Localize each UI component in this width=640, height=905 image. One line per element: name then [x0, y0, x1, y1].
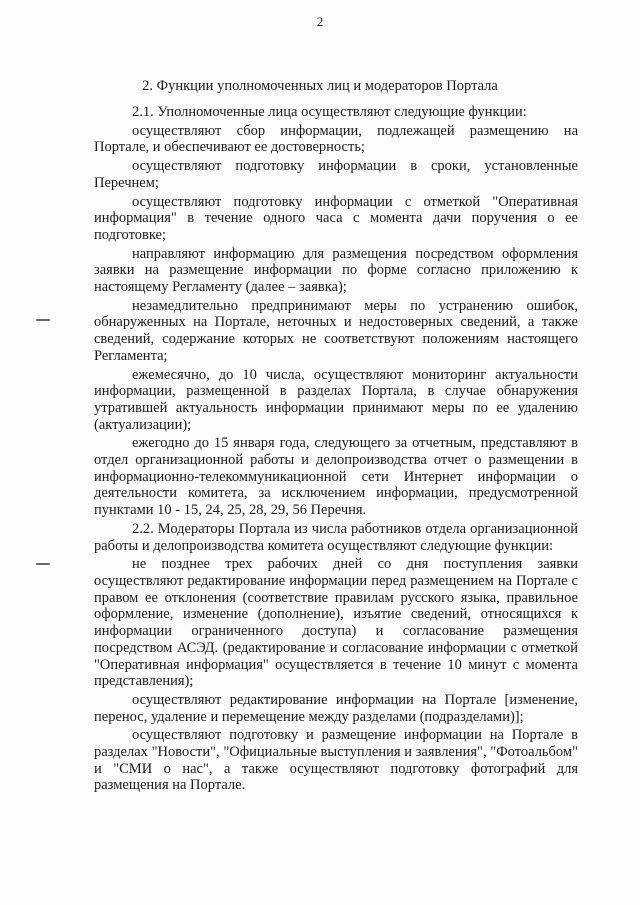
margin-punch-mark: [36, 563, 50, 565]
document-body: [94, 104, 578, 796]
function-item: осуществляют подготовку информации в сроки, установленные Перечнем;: [94, 158, 578, 191]
function-item: осуществляют подготовку информации с отметкой "Оперативная информация" в течение одного часа с момента дачи поручения о ее подготовке;: [94, 193, 578, 243]
function-item: направляют информацию для размещения посредством оформления заявки на размещение информации по форме согласно приложению к настоящему Регламенту (далее – заявка);: [94, 245, 578, 296]
clause-2-1: 2.1. Уполномоченные лица осуществляют следующие функции:: [132, 104, 527, 120]
section-title: 2. Функции уполномоченных лиц и модераторов Портала: [142, 78, 498, 94]
function-item: незамедлительно предпринимают меры по устранению ошибок, обнаруженных на Портале, неточных и недостоверных сведений, а также сведений, содержание которых не соответствуют положениям настоящего Регламента;: [94, 297, 578, 364]
function-item: ежемесячно, до 10 числа, осуществляют мониторинг актуальности информации, размещенной в разделах Портала, в случае обнаружения утратившей актуальность информации принимают меры по ее удалению (актуализации);: [94, 366, 578, 433]
page-number: 2: [316, 14, 324, 29]
clause-2-2: 2.2. Модераторы Портала из числа работников отдела организационной работы и делопроизводства комитета осуществляют следующие функции:: [94, 520, 578, 554]
function-item: не позднее трех рабочих дней со дня поступления заявки осуществляют редактирование информации перед размещением на Портале с правом ее отклонения (соответствие правилам русского языка, правильное оформление, изменение (дополнение), изъятие сведений, относящихся к информации ограниченного доступа) и согласование размещения посредством АСЭД. (редактирование и согласование информации с отметкой "Оперативная информация" осуществляется в течение 10 минут с момента представления);: [94, 556, 578, 690]
function-item: осуществляют подготовку и размещение информации на Портале в разделах "Новости", "Официальные выступления и заявления", "Фотоальбом" и "СМИ о нас", а также осуществляют подготовку фотографий для размещения на Портале.: [94, 727, 578, 794]
function-item: осуществляют редактирование информации на Портале [изменение, перенос, удаление и перемещение между разделами (подразделами)];: [94, 691, 578, 725]
function-item: ежегодно до 15 января года, следующего за отчетным, представляют в отдел организационной работы и делопроизводства отчет о размещении в информационно-телекоммуникационной сети Интернет информации о деятельности комитета, за исключением информации, предусмотренной пунктами 10 - 15, 24, 25, 28, 29, 56 Перечня.: [94, 435, 578, 519]
margin-punch-mark: [36, 319, 50, 321]
function-item: осуществляют сбор информации, подлежащей размещению на Портале, и обеспечивают ее достоверность;: [94, 122, 578, 156]
